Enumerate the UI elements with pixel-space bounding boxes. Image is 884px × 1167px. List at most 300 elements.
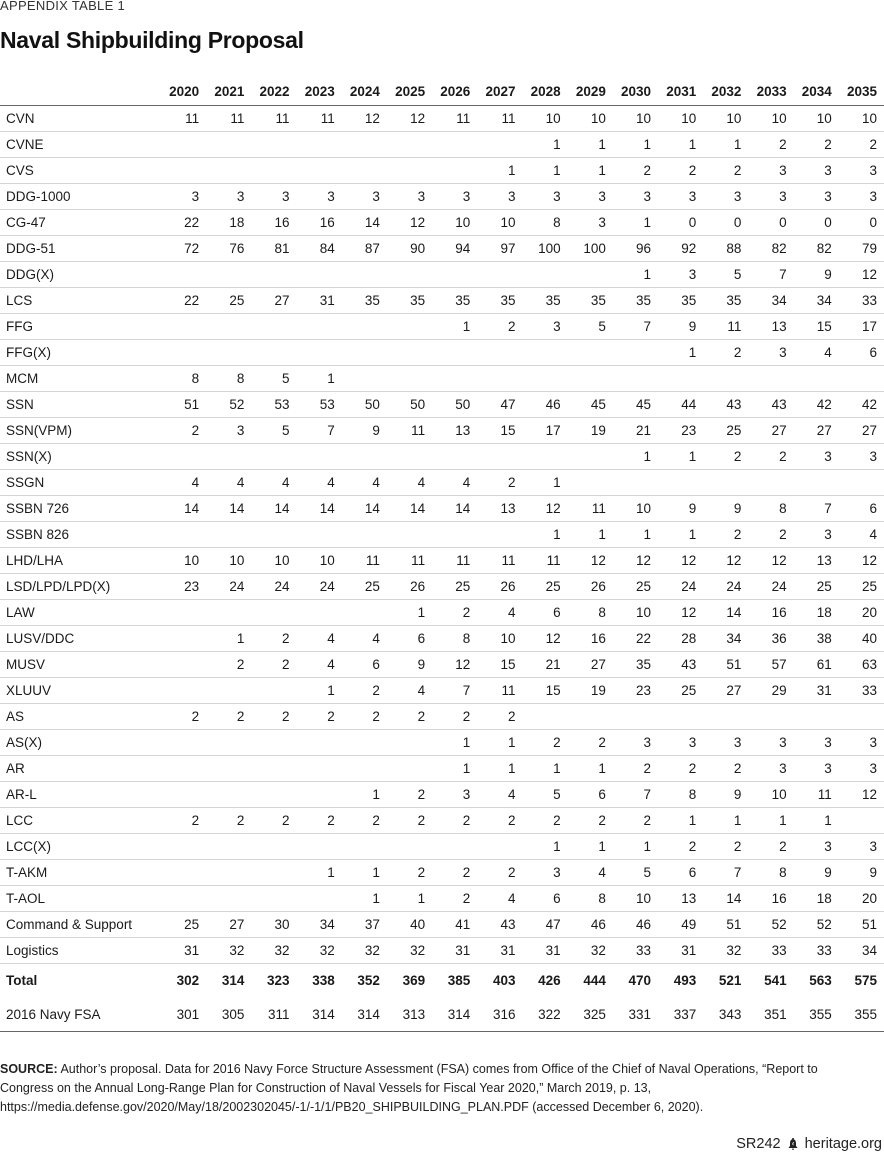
table-cell: [206, 756, 251, 782]
table-cell: 50: [342, 392, 387, 418]
table-cell: [568, 366, 613, 392]
table-cell: [342, 262, 387, 288]
table-cell: [161, 522, 206, 548]
table-cell: 2: [161, 808, 206, 834]
table-cell: 12: [523, 626, 568, 652]
table-cell: 2: [613, 808, 658, 834]
year-header: 2035: [839, 78, 884, 106]
year-header: 2031: [658, 78, 703, 106]
table-cell: 11: [568, 496, 613, 522]
table-cell: 12: [839, 262, 884, 288]
table-cell: [387, 834, 432, 860]
table-cell: [342, 314, 387, 340]
table-cell: 14: [342, 496, 387, 522]
table-cell: 2: [477, 704, 522, 730]
table-row: [0, 600, 884, 626]
table-cell: 15: [523, 678, 568, 704]
table-cell: 2: [387, 860, 432, 886]
year-header: 2030: [613, 78, 658, 106]
table-cell: 338: [297, 964, 342, 998]
table-cell: 24: [658, 574, 703, 600]
table-cell: [251, 158, 296, 184]
table-cell: 521: [703, 964, 748, 998]
table-cell: 2: [387, 704, 432, 730]
table-cell: [342, 834, 387, 860]
table-cell: 8: [658, 782, 703, 808]
table-cell: [161, 600, 206, 626]
table-cell: 34: [297, 912, 342, 938]
table-cell: [477, 262, 522, 288]
row-label: MUSV: [0, 652, 161, 678]
table-row: [0, 184, 884, 210]
table-cell: 31: [658, 938, 703, 964]
site-link[interactable]: heritage.org: [804, 1136, 882, 1152]
table-cell: 305: [206, 997, 251, 1032]
table-cell: 1: [613, 444, 658, 470]
row-label: LCS: [0, 288, 161, 314]
table-cell: 2: [477, 314, 522, 340]
year-header-row: [0, 78, 884, 106]
table-cell: 1: [658, 522, 703, 548]
table-cell: 96: [613, 236, 658, 262]
table-cell: 10: [613, 886, 658, 912]
table-cell: 0: [794, 210, 839, 236]
page-title: Naval Shipbuilding Proposal: [0, 27, 304, 53]
report-id: SR242: [736, 1136, 781, 1152]
table-cell: 27: [748, 418, 793, 444]
row-label: SSGN: [0, 470, 161, 496]
table-cell: 27: [206, 912, 251, 938]
table-row: [0, 288, 884, 314]
table-cell: [568, 704, 613, 730]
table-cell: 11: [477, 548, 522, 574]
table-cell: [387, 366, 432, 392]
table-cell: [748, 366, 793, 392]
fsa-row: [0, 997, 884, 1032]
table-cell: [161, 444, 206, 470]
table-cell: 3: [613, 184, 658, 210]
table-cell: [523, 704, 568, 730]
table-cell: 4: [794, 340, 839, 366]
table-cell: [342, 730, 387, 756]
table-cell: 33: [748, 938, 793, 964]
year-header: 2020: [161, 78, 206, 106]
table-cell: [251, 314, 296, 340]
table-cell: 2: [251, 652, 296, 678]
table-cell: 3: [523, 860, 568, 886]
table-cell: 302: [161, 964, 206, 998]
table-cell: [161, 340, 206, 366]
table-cell: 24: [297, 574, 342, 600]
table-cell: 25: [342, 574, 387, 600]
table-cell: 1: [523, 834, 568, 860]
row-label: LCC(X): [0, 834, 161, 860]
row-label: SSN(VPM): [0, 418, 161, 444]
table-cell: [477, 340, 522, 366]
table-cell: [161, 158, 206, 184]
table-cell: 35: [342, 288, 387, 314]
table-cell: 3: [794, 444, 839, 470]
table-cell: 35: [613, 288, 658, 314]
table-cell: 26: [477, 574, 522, 600]
table-cell: 3: [748, 340, 793, 366]
row-label: LAW: [0, 600, 161, 626]
table-cell: 17: [839, 314, 884, 340]
table-cell: 24: [748, 574, 793, 600]
table-cell: 6: [839, 340, 884, 366]
table-cell: 314: [206, 964, 251, 998]
table-cell: 13: [432, 418, 477, 444]
table-cell: 33: [794, 938, 839, 964]
table-cell: [161, 314, 206, 340]
table-cell: 1: [613, 262, 658, 288]
table-cell: [432, 158, 477, 184]
table-cell: 6: [839, 496, 884, 522]
table-cell: 27: [794, 418, 839, 444]
table-cell: [568, 470, 613, 496]
table-row: [0, 704, 884, 730]
table-cell: 9: [387, 652, 432, 678]
table-cell: 42: [794, 392, 839, 418]
table-row: [0, 522, 884, 548]
table-cell: 41: [432, 912, 477, 938]
table-cell: [839, 808, 884, 834]
table-cell: 12: [703, 548, 748, 574]
table-cell: [794, 704, 839, 730]
table-cell: 46: [523, 392, 568, 418]
table-row: [0, 626, 884, 652]
table-cell: 2: [206, 808, 251, 834]
table-cell: 81: [251, 236, 296, 262]
table-cell: 2: [387, 782, 432, 808]
table-cell: 10: [748, 106, 793, 132]
table-cell: [297, 158, 342, 184]
table-cell: 82: [794, 236, 839, 262]
table-cell: 79: [839, 236, 884, 262]
table-cell: 11: [432, 548, 477, 574]
table-cell: [613, 366, 658, 392]
table-cell: 33: [839, 288, 884, 314]
table-cell: 2: [703, 522, 748, 548]
table-cell: 50: [432, 392, 477, 418]
table-cell: 32: [251, 938, 296, 964]
table-cell: 12: [568, 548, 613, 574]
table-cell: 35: [432, 288, 477, 314]
table-cell: 25: [161, 912, 206, 938]
table-cell: [206, 340, 251, 366]
table-cell: 88: [703, 236, 748, 262]
table-row: [0, 444, 884, 470]
row-label: CG-47: [0, 210, 161, 236]
table-cell: 44: [658, 392, 703, 418]
table-cell: 23: [161, 574, 206, 600]
row-label: Command & Support: [0, 912, 161, 938]
table-cell: [206, 158, 251, 184]
table-cell: [523, 366, 568, 392]
table-cell: 42: [839, 392, 884, 418]
table-row: [0, 548, 884, 574]
table-cell: 11: [161, 106, 206, 132]
row-label: 2016 Navy FSA: [0, 997, 161, 1032]
table-cell: [251, 860, 296, 886]
table-cell: [251, 782, 296, 808]
table-cell: 10: [161, 548, 206, 574]
table-row: [0, 574, 884, 600]
table-cell: 10: [748, 782, 793, 808]
table-cell: [658, 470, 703, 496]
table-cell: 337: [658, 997, 703, 1032]
table-cell: 27: [251, 288, 296, 314]
table-cell: 53: [251, 392, 296, 418]
table-cell: 43: [703, 392, 748, 418]
table-cell: 1: [568, 132, 613, 158]
table-cell: 76: [206, 236, 251, 262]
table-cell: 2: [477, 470, 522, 496]
table-cell: 52: [794, 912, 839, 938]
table-cell: 3: [206, 184, 251, 210]
table-cell: [297, 886, 342, 912]
table-cell: 4: [342, 626, 387, 652]
table-row: [0, 392, 884, 418]
table-cell: 72: [161, 236, 206, 262]
table-cell: [297, 314, 342, 340]
table-cell: 10: [613, 600, 658, 626]
table-cell: 14: [703, 600, 748, 626]
table-cell: 2: [613, 158, 658, 184]
table-cell: 9: [342, 418, 387, 444]
table-cell: 2: [523, 808, 568, 834]
table-cell: [297, 730, 342, 756]
table-cell: 8: [748, 860, 793, 886]
table-cell: 14: [703, 886, 748, 912]
table-cell: [297, 756, 342, 782]
table-cell: [387, 340, 432, 366]
table-cell: 1: [432, 730, 477, 756]
table-cell: [297, 444, 342, 470]
table-cell: 3: [839, 158, 884, 184]
table-cell: [703, 704, 748, 730]
table-cell: 2: [658, 834, 703, 860]
table-cell: 6: [387, 626, 432, 652]
table-cell: [251, 522, 296, 548]
table-cell: 35: [523, 288, 568, 314]
table-cell: 1: [658, 444, 703, 470]
table-cell: [703, 470, 748, 496]
table-cell: 355: [839, 997, 884, 1032]
table-cell: 19: [568, 678, 613, 704]
table-cell: [206, 444, 251, 470]
table-cell: [251, 262, 296, 288]
table-cell: [613, 470, 658, 496]
table-cell: 12: [658, 548, 703, 574]
table-cell: 2: [161, 418, 206, 444]
table-cell: 51: [161, 392, 206, 418]
table-cell: 4: [297, 626, 342, 652]
table-cell: 3: [206, 418, 251, 444]
table-cell: 1: [477, 756, 522, 782]
table-cell: 352: [342, 964, 387, 998]
table-cell: 12: [523, 496, 568, 522]
table-cell: 46: [613, 912, 658, 938]
row-label: AS(X): [0, 730, 161, 756]
table-cell: 12: [839, 782, 884, 808]
table-cell: [251, 600, 296, 626]
table-cell: [432, 262, 477, 288]
table-cell: [206, 730, 251, 756]
row-label: SSBN 726: [0, 496, 161, 522]
table-cell: 12: [387, 210, 432, 236]
table-cell: 6: [523, 886, 568, 912]
table-cell: 10: [568, 106, 613, 132]
table-row: [0, 210, 884, 236]
table-cell: 8: [523, 210, 568, 236]
table-cell: 94: [432, 236, 477, 262]
total-row: [0, 964, 884, 998]
table-cell: 1: [523, 522, 568, 548]
table-cell: 2: [387, 808, 432, 834]
table-cell: 100: [568, 236, 613, 262]
table-cell: 9: [658, 496, 703, 522]
table-cell: 40: [387, 912, 432, 938]
table-cell: 47: [523, 912, 568, 938]
table-cell: 4: [477, 600, 522, 626]
table-cell: [161, 886, 206, 912]
table-cell: 31: [297, 288, 342, 314]
row-label: Total: [0, 964, 161, 998]
table-cell: 97: [477, 236, 522, 262]
table-cell: 3: [658, 262, 703, 288]
table-cell: [342, 366, 387, 392]
table-cell: [342, 444, 387, 470]
table-cell: 3: [568, 210, 613, 236]
table-cell: 14: [387, 496, 432, 522]
table-cell: 3: [658, 184, 703, 210]
table-cell: 32: [342, 938, 387, 964]
table-cell: 3: [748, 158, 793, 184]
year-header: 2028: [523, 78, 568, 106]
table-row: [0, 652, 884, 678]
table-cell: 26: [387, 574, 432, 600]
row-label: FFG(X): [0, 340, 161, 366]
table-cell: [658, 704, 703, 730]
year-header: 2025: [387, 78, 432, 106]
table-cell: 2: [568, 730, 613, 756]
table-cell: 314: [297, 997, 342, 1032]
row-label: DDG(X): [0, 262, 161, 288]
table-cell: 12: [839, 548, 884, 574]
table-cell: 3: [794, 184, 839, 210]
table-cell: 35: [477, 288, 522, 314]
table-cell: 3: [748, 730, 793, 756]
table-cell: 10: [477, 210, 522, 236]
table-cell: 27: [839, 418, 884, 444]
table-cell: 323: [251, 964, 296, 998]
table-cell: 575: [839, 964, 884, 998]
table-cell: [297, 262, 342, 288]
row-label: AR: [0, 756, 161, 782]
table-cell: [432, 132, 477, 158]
row-label: LHD/LHA: [0, 548, 161, 574]
table-cell: [387, 522, 432, 548]
table-cell: 18: [794, 886, 839, 912]
table-cell: [387, 158, 432, 184]
table-cell: 9: [658, 314, 703, 340]
source-text: Author’s proposal. Data for 2016 Navy Force Structure Assessment (FSA) comes from Office of the Chief of Naval Operations, “Report to Congress on the Annual Long-Range Plan for Construction of Naval Vessels for Fiscal Year 2020,” March 2019, p. 13, https://media.defense.gov/2020/May/18/2002302045/-1/-1/1/PB20_SHIPBUILDING_PLAN.PDF (accessed December 6, 2020).: [0, 1062, 818, 1114]
table-cell: 313: [387, 997, 432, 1032]
table-cell: 51: [839, 912, 884, 938]
table-cell: 4: [477, 782, 522, 808]
table-cell: 563: [794, 964, 839, 998]
table-cell: 541: [748, 964, 793, 998]
table-cell: [206, 314, 251, 340]
table-cell: 25: [613, 574, 658, 600]
table-cell: 35: [387, 288, 432, 314]
table-cell: [523, 262, 568, 288]
table-cell: 15: [477, 652, 522, 678]
table-cell: [794, 366, 839, 392]
table-cell: 24: [206, 574, 251, 600]
table-cell: 25: [658, 678, 703, 704]
table-row: [0, 132, 884, 158]
table-cell: 0: [658, 210, 703, 236]
table-cell: 22: [161, 288, 206, 314]
table-cell: 2: [658, 158, 703, 184]
table-cell: 25: [794, 574, 839, 600]
table-cell: 1: [523, 470, 568, 496]
table-cell: 6: [568, 782, 613, 808]
table-cell: 1: [748, 808, 793, 834]
table-cell: 34: [794, 288, 839, 314]
table-row: [0, 340, 884, 366]
table-cell: [161, 132, 206, 158]
table-cell: 16: [748, 886, 793, 912]
table-cell: 3: [297, 184, 342, 210]
row-label: DDG-1000: [0, 184, 161, 210]
table-cell: 3: [703, 184, 748, 210]
table-cell: 1: [523, 756, 568, 782]
table-cell: 28: [658, 626, 703, 652]
table-cell: [342, 522, 387, 548]
table-cell: 21: [613, 418, 658, 444]
table-cell: 493: [658, 964, 703, 998]
table-cell: 12: [748, 548, 793, 574]
table-cell: 2: [297, 704, 342, 730]
table-cell: 25: [432, 574, 477, 600]
table-cell: 10: [658, 106, 703, 132]
liberty-bell-icon: [787, 1138, 799, 1150]
table-cell: 16: [748, 600, 793, 626]
table-cell: [568, 444, 613, 470]
table-cell: [161, 782, 206, 808]
table-cell: 2: [206, 704, 251, 730]
table-cell: 3: [613, 730, 658, 756]
table-cell: 1: [297, 366, 342, 392]
table-cell: 90: [387, 236, 432, 262]
table-row: [0, 236, 884, 262]
table-cell: [342, 158, 387, 184]
table-cell: 3: [432, 184, 477, 210]
table-cell: 15: [477, 418, 522, 444]
table-cell: 11: [251, 106, 296, 132]
table-cell: 470: [613, 964, 658, 998]
table-cell: 301: [161, 997, 206, 1032]
row-label: LUSV/DDC: [0, 626, 161, 652]
table-cell: [206, 262, 251, 288]
table-cell: 45: [568, 392, 613, 418]
table-cell: 7: [613, 782, 658, 808]
table-cell: [748, 704, 793, 730]
table-cell: [161, 652, 206, 678]
